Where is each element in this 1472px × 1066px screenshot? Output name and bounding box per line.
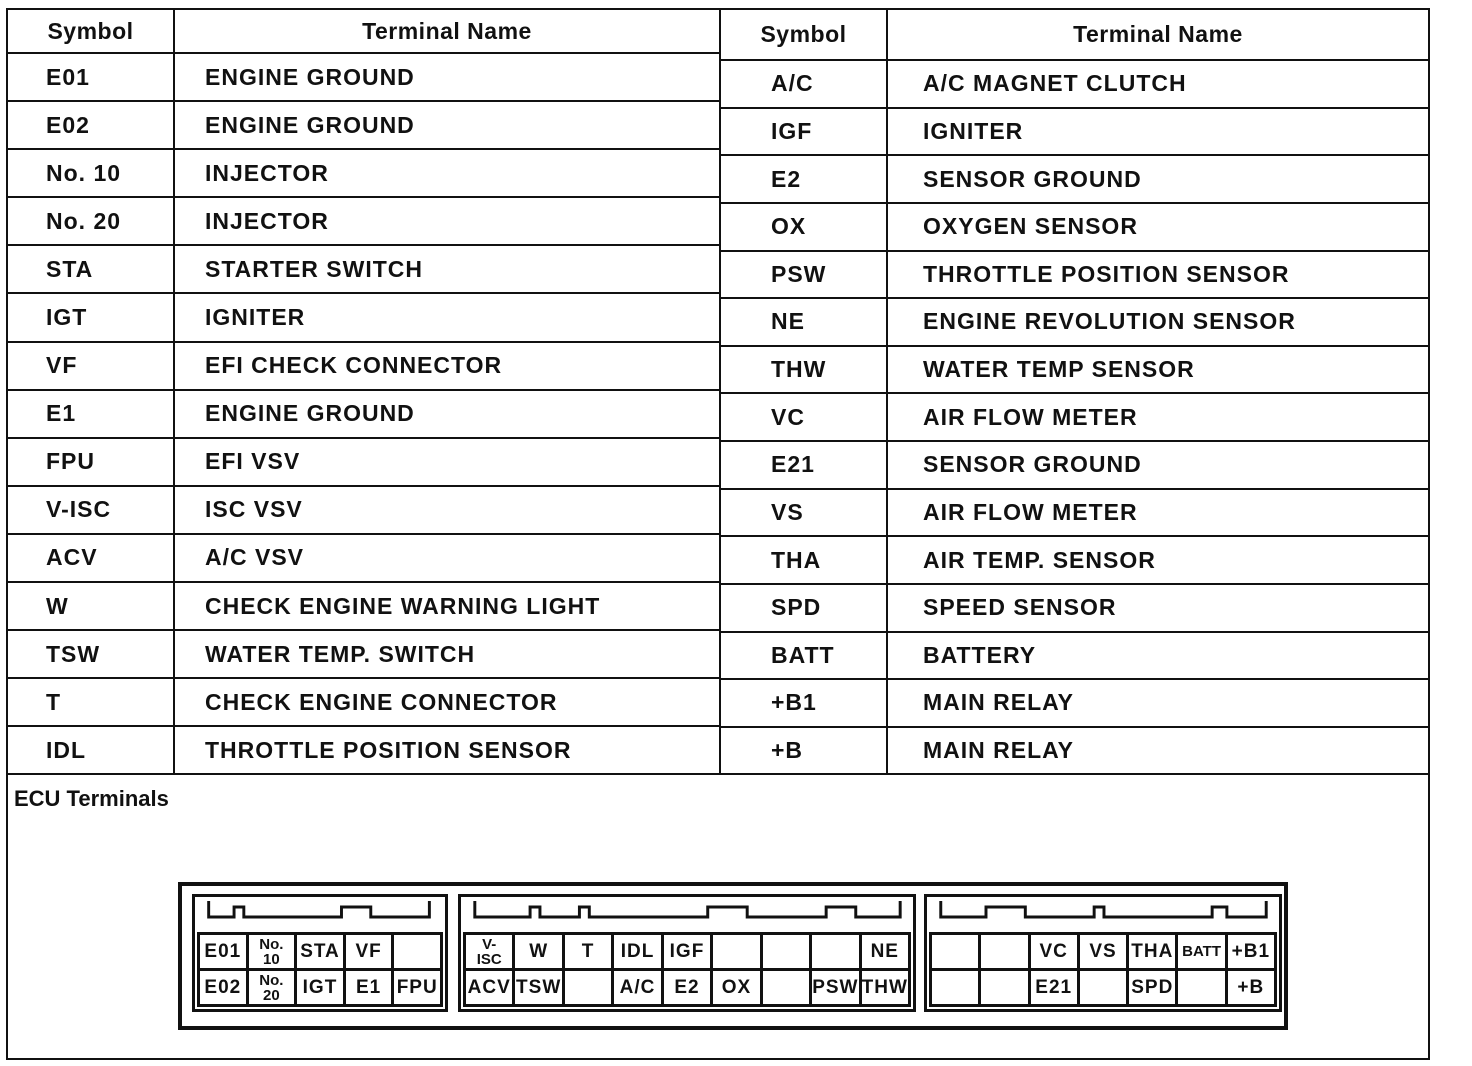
table-row [721, 584, 1428, 632]
terminal-name: INJECTOR [174, 149, 720, 197]
connector-pin: +B1 [1228, 935, 1277, 971]
connector-pin: IGF [664, 935, 713, 971]
terminal-name: IGNITER [887, 108, 1428, 156]
connector-key-outline [927, 897, 1279, 937]
connector-pin [763, 935, 812, 971]
table-row [721, 155, 1428, 203]
table-row [8, 582, 720, 630]
connector-pin [981, 935, 1030, 971]
connector-pin [1178, 971, 1227, 1007]
table-row [8, 534, 720, 582]
table-row [721, 346, 1428, 394]
symbol-header: Symbol [8, 10, 174, 53]
terminal-symbol: THA [721, 536, 887, 584]
connector-pin: TSW [515, 971, 564, 1007]
table-row [721, 298, 1428, 346]
table-row [8, 53, 720, 101]
table-row [721, 108, 1428, 156]
terminal-grid [463, 932, 911, 1007]
terminal-name: SENSOR GROUND [887, 441, 1428, 489]
terminal-name: OXYGEN SENSOR [887, 203, 1428, 251]
connector-pin [812, 935, 861, 971]
table-row [8, 293, 720, 341]
terminal-symbol: E21 [721, 441, 887, 489]
terminal-symbol: STA [8, 245, 174, 293]
terminal-symbol: No. 10 [8, 149, 174, 197]
ecu-connector-diagram [178, 882, 1288, 1030]
terminal-symbol: +B [721, 727, 887, 774]
terminal-tables [8, 10, 1428, 775]
connector-pin: PSW [812, 971, 861, 1007]
terminal-symbol: TSW [8, 630, 174, 678]
terminal-symbol: IGF [721, 108, 887, 156]
terminal-grid [929, 932, 1277, 1007]
terminal-symbol: VF [8, 342, 174, 390]
table-row [721, 251, 1428, 299]
terminal-symbol: VS [721, 489, 887, 537]
connector-pin: NE [862, 935, 911, 971]
table-row [721, 60, 1428, 108]
connector-block-2 [458, 894, 916, 1012]
terminal-name: CHECK ENGINE CONNECTOR [174, 678, 720, 726]
terminal-name: INJECTOR [174, 197, 720, 245]
connector-pin: VC [1031, 935, 1080, 971]
terminal-symbol: IGT [8, 293, 174, 341]
connector-pin: BATT [1178, 935, 1227, 971]
terminal-name: SPEED SENSOR [887, 584, 1428, 632]
connector-pin: No. 20 [249, 971, 298, 1007]
table-row [8, 630, 720, 678]
terminal-name: ENGINE GROUND [174, 101, 720, 149]
terminal-symbol: E2 [721, 155, 887, 203]
terminal-symbol: E02 [8, 101, 174, 149]
terminal-name: MAIN RELAY [923, 737, 1074, 764]
connector-pin: VF [346, 935, 395, 971]
table-row [8, 726, 720, 773]
terminal-symbol: A/C [721, 60, 887, 108]
connector-pin: SPD [1129, 971, 1178, 1007]
terminal-symbol: V-ISC [8, 486, 174, 534]
terminal-symbol: ACV [8, 534, 174, 582]
terminal-name: THROTTLE POSITION SENSOR [205, 736, 572, 763]
terminal-name: STARTER SWITCH [174, 245, 720, 293]
terminal-name: ENGINE GROUND [174, 390, 720, 438]
terminal-symbol: FPU [8, 438, 174, 486]
table-row [8, 245, 720, 293]
table-row [8, 149, 720, 197]
connector-pin: IGT [297, 971, 346, 1007]
terminal-symbol: SPD [721, 584, 887, 632]
table-row [721, 203, 1428, 251]
connector-pin: THA [1129, 935, 1178, 971]
terminal-name: MAIN RELAY [887, 679, 1428, 727]
connector-pin: THW [862, 971, 911, 1007]
connector-pin [932, 971, 981, 1007]
connector-key-outline [195, 897, 445, 937]
terminal-name-header: Terminal Name [887, 10, 1428, 60]
connector-pin: T [565, 935, 614, 971]
terminal-name: ISC VSV [174, 486, 720, 534]
table-row [8, 486, 720, 534]
connector-pin [763, 971, 812, 1007]
terminal-symbol: E01 [8, 53, 174, 101]
terminal-name: ENGINE REVOLUTION SENSOR [887, 298, 1428, 346]
table-row [721, 536, 1428, 584]
terminal-symbol: VC [721, 393, 887, 441]
table-row [721, 632, 1428, 680]
terminal-name: AIR TEMP. SENSOR [887, 536, 1428, 584]
connector-pin [713, 935, 762, 971]
terminal-name-header: Terminal Name [174, 10, 720, 53]
connector-pin: V- ISC [466, 935, 515, 971]
connector-pin: No. 10 [249, 935, 298, 971]
terminal-table-right [721, 10, 1428, 773]
connector-pin: OX [713, 971, 762, 1007]
terminal-symbol: W [8, 582, 174, 630]
connector-pin: E01 [200, 935, 249, 971]
terminal-name: A/C MAGNET CLUTCH [887, 60, 1428, 108]
connector-pin [1080, 971, 1129, 1007]
connector-pin: ACV [466, 971, 515, 1007]
terminal-name: BATTERY [887, 632, 1428, 680]
terminal-name: CHECK ENGINE WARNING LIGHT [174, 582, 720, 630]
terminal-symbol: THW [721, 346, 887, 394]
connector-pin: +B [1228, 971, 1277, 1007]
terminal-name: THROTTLE POSITION SENSOR [887, 251, 1428, 299]
connector-pin [932, 935, 981, 971]
symbol-header: Symbol [721, 10, 887, 60]
terminal-symbol: BATT [721, 632, 887, 680]
table-row [8, 390, 720, 438]
table-row [8, 438, 720, 486]
connector-pin: FPU [394, 971, 443, 1007]
terminal-name: EFI CHECK CONNECTOR [174, 342, 720, 390]
terminal-symbol: PSW [721, 251, 887, 299]
connector-pin [394, 935, 443, 971]
connector-pin: IDL [614, 935, 663, 971]
connector-pin: STA [297, 935, 346, 971]
connector-pin: E21 [1031, 971, 1080, 1007]
terminal-symbol: IDL [8, 726, 174, 773]
terminal-sheet [6, 8, 1430, 1060]
table-row [8, 197, 720, 245]
table-row [721, 679, 1428, 727]
table-row [721, 393, 1428, 441]
connector-pin [981, 971, 1030, 1007]
connector-block-3 [924, 894, 1282, 1012]
terminal-name: AIR FLOW METER [887, 489, 1428, 537]
connector-pin: W [515, 935, 564, 971]
terminal-name: SENSOR GROUND [887, 155, 1428, 203]
terminal-symbol: T [8, 678, 174, 726]
connector-block-1 [192, 894, 448, 1012]
ecu-terminals-title: ECU Terminals [14, 786, 169, 811]
terminal-symbol: No. 20 [8, 197, 174, 245]
connector-pin: E1 [346, 971, 395, 1007]
connector-key-outline [461, 897, 913, 937]
table-row [8, 678, 720, 726]
connector-pin [565, 971, 614, 1007]
terminal-symbol: NE [721, 298, 887, 346]
table-row [721, 727, 1428, 774]
terminal-name: WATER TEMP. SWITCH [174, 630, 720, 678]
table-row [721, 441, 1428, 489]
terminal-symbol: OX [721, 203, 887, 251]
connector-pin: VS [1080, 935, 1129, 971]
terminal-name: ENGINE GROUND [174, 53, 720, 101]
terminal-name: AIR FLOW METER [887, 393, 1428, 441]
connector-pin: E2 [664, 971, 713, 1007]
terminal-symbol: +B1 [721, 679, 887, 727]
connector-pin: A/C [614, 971, 663, 1007]
terminal-table-left [8, 10, 721, 773]
terminal-name: WATER TEMP SENSOR [887, 346, 1428, 394]
table-row [721, 489, 1428, 537]
terminal-name: A/C VSV [174, 534, 720, 582]
terminal-grid [197, 932, 443, 1007]
terminal-symbol: E1 [8, 390, 174, 438]
table-row [8, 342, 720, 390]
terminal-name: IGNITER [174, 293, 720, 341]
terminal-name: EFI VSV [174, 438, 720, 486]
table-row [8, 101, 720, 149]
connector-pin: E02 [200, 971, 249, 1007]
